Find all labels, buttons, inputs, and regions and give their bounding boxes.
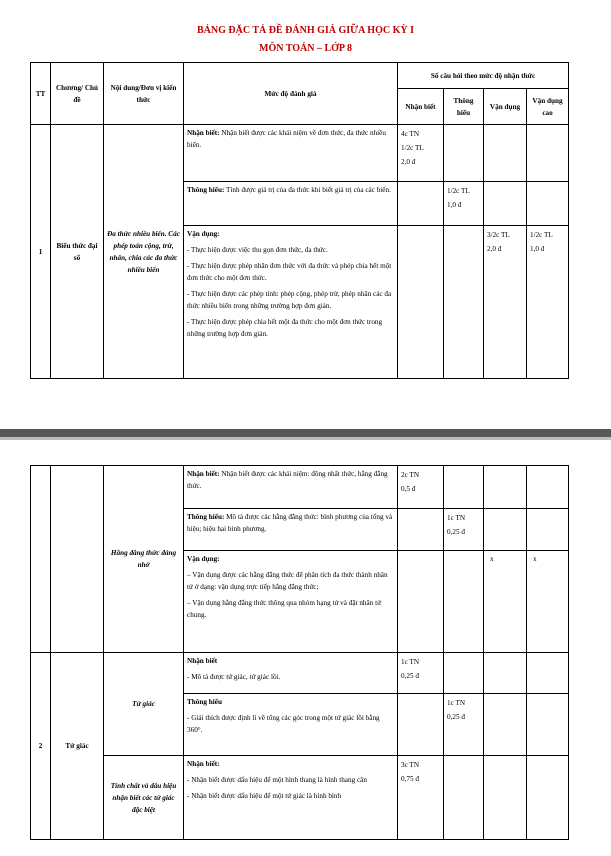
level-text: Mô tả được các hằng đẳng thức: bình phương của tổng và hiệu; hiệu hai bình phương. xyxy=(187,513,393,533)
header-content: Nội dung/Đơn vị kiến thức xyxy=(104,63,184,125)
count-vd xyxy=(484,653,527,694)
count-vd xyxy=(484,125,527,182)
header-vdc: Vận dụng cao xyxy=(527,89,569,125)
count-vdc xyxy=(527,226,569,379)
count-value: 1/2c TL xyxy=(530,231,553,239)
count-th xyxy=(444,509,484,551)
level-application xyxy=(184,226,398,379)
count-vdc xyxy=(527,694,569,756)
count-nb xyxy=(398,125,444,182)
level-text: Tính được giá trị của đa thức khi biết giá trị của các biến. xyxy=(224,186,391,194)
count-vd: x xyxy=(484,551,527,653)
page-break xyxy=(0,429,611,437)
level-item: - Thực hiện được các phép tính: phép cộng, phép trừ, phép nhân các đa thức nhiều biến trong những trường hợp đơn giản. xyxy=(187,290,392,310)
level-item: - Nhận biết được dấu hiệu để một hình thang là hình thang cân xyxy=(187,776,367,784)
header-chapter: Chương/ Chủ đề xyxy=(51,63,104,125)
level-item: - Mô tả được tứ giác, tứ giác lồi. xyxy=(187,673,281,681)
count-value: 3/2c TL xyxy=(487,231,510,239)
chapter-continued xyxy=(51,466,104,653)
level-label: Nhận biết: xyxy=(187,760,220,768)
count-nb xyxy=(398,226,444,379)
count-th xyxy=(444,182,484,226)
count-value: 1c TN xyxy=(447,699,466,707)
count-value: 0,25 đ xyxy=(447,528,465,536)
count-value: 1c TN xyxy=(401,658,420,666)
count-nb xyxy=(398,466,444,509)
level-item: – Vận dụng được các hằng đẳng thức để phân tích đa thức thành nhân tử ở dạng: vận dụng trực tiếp hằng đẳng thức; xyxy=(187,571,388,591)
chapter-name: Tứ giác xyxy=(51,653,104,840)
level-label: Vận dụng: xyxy=(187,230,220,238)
count-vdc xyxy=(527,756,569,840)
count-vdc: x xyxy=(527,551,569,653)
level-text: Nhận biết được các khái niệm về đơn thức, đa thức nhiều biến. xyxy=(187,129,386,149)
count-nb xyxy=(398,694,444,756)
level-item: - Thực hiện được phép chia hết một đa thức cho một đơn thức trong những trường hợp đơn giản. xyxy=(187,318,383,338)
chapter-name: Biểu thức đại số xyxy=(51,125,104,379)
header-vd: Vận dụng xyxy=(484,89,527,125)
level-understanding xyxy=(184,182,398,226)
count-nb xyxy=(398,509,444,551)
level-text: Nhận biết được các khái niệm: đồng nhất thức, hằng đẳng thức. xyxy=(187,470,388,490)
count-nb xyxy=(398,653,444,694)
count-value: 1/2c TL xyxy=(401,144,424,152)
count-th xyxy=(444,466,484,509)
row-number-continued xyxy=(31,466,51,653)
count-vd xyxy=(484,756,527,840)
count-vd xyxy=(484,226,527,379)
level-item: - Giải thích được định lí về tổng các góc trong một tứ giác lồi bằng 360°. xyxy=(187,714,380,734)
count-value: 2,0 đ xyxy=(401,158,416,166)
document-subtitle: MÔN TOÁN – LỚP 8 xyxy=(259,43,352,54)
count-th xyxy=(444,551,484,653)
level-recognition xyxy=(184,466,398,509)
content-unit: Hằng đẳng thức đáng nhớ xyxy=(104,466,184,653)
count-vdc xyxy=(527,125,569,182)
row-number: 1 xyxy=(31,125,51,379)
level-item: - Nhận biết được dấu hiệu để một tứ giác là hình bình xyxy=(187,792,342,800)
count-th xyxy=(444,653,484,694)
level-label: Nhận biết: xyxy=(187,470,220,478)
count-nb xyxy=(398,551,444,653)
level-item: – Vận dụng hằng đẳng thức thông qua nhóm hạng tử và đặt nhân tử chung. xyxy=(187,599,382,619)
level-label: Vận dụng: xyxy=(187,555,220,563)
level-label: Nhận biết: xyxy=(187,129,220,137)
level-recognition xyxy=(184,756,398,840)
count-nb xyxy=(398,756,444,840)
count-vdc xyxy=(527,182,569,226)
count-value: 0,25 đ xyxy=(447,713,465,721)
count-value: 0,25 đ xyxy=(401,672,419,680)
level-understanding xyxy=(184,694,398,756)
count-value: 2c TN xyxy=(401,471,420,479)
level-label: Thông hiểu: xyxy=(187,186,225,194)
count-value: 1c TN xyxy=(447,514,466,522)
count-value: 1,0 đ xyxy=(447,201,462,209)
count-value: 1/2c TL xyxy=(447,187,470,195)
count-value: 0,5 đ xyxy=(401,485,416,493)
header-tt: TT xyxy=(31,63,51,125)
count-vdc xyxy=(527,509,569,551)
count-nb xyxy=(398,182,444,226)
count-value: 4c TN xyxy=(401,130,420,138)
count-value: 2,0 đ xyxy=(487,245,502,253)
count-vdc xyxy=(527,653,569,694)
level-label: Thông hiểu xyxy=(187,698,222,706)
page-break-shadow xyxy=(0,437,611,440)
level-understanding xyxy=(184,509,398,551)
count-vd xyxy=(484,466,527,509)
count-value: 1,0 đ xyxy=(530,245,545,253)
header-level: Mức độ đánh giá xyxy=(184,63,398,125)
count-vd xyxy=(484,509,527,551)
level-item: - Thực hiện được phép nhân đơn thức với đa thức và phép chia hết một đơn thức cho một đơn thức. xyxy=(187,262,392,282)
content-unit: Tính chất và dấu hiệu nhận biết các tứ giác đặc biệt xyxy=(104,756,184,840)
level-recognition xyxy=(184,125,398,182)
level-item: - Thực hiện được việc thu gọn đơn thức, đa thức. xyxy=(187,246,328,254)
content-unit: Tứ giác xyxy=(104,653,184,756)
level-recognition xyxy=(184,653,398,694)
document-title: BẢNG ĐẶC TẢ ĐỀ ĐÁNH GIÁ GIỮA HỌC KỲ I xyxy=(197,25,414,36)
count-vd xyxy=(484,694,527,756)
count-th xyxy=(444,226,484,379)
row-number: 2 xyxy=(31,653,51,840)
level-label: Nhận biết xyxy=(187,657,218,665)
content-unit: Đa thức nhiều biến. Các phép toán cộng, trừ, nhân, chia các đa thức nhiều biến xyxy=(104,125,184,379)
count-vd xyxy=(484,182,527,226)
header-th: Thông hiểu xyxy=(444,89,484,125)
header-count-group: Số câu hỏi theo mức độ nhận thức xyxy=(398,63,569,89)
count-th xyxy=(444,694,484,756)
level-application xyxy=(184,551,398,653)
level-label: Thông hiểu: xyxy=(187,513,225,521)
header-nb: Nhận biết xyxy=(398,89,444,125)
count-th xyxy=(444,756,484,840)
spec-table-page2 xyxy=(30,465,569,840)
spec-table-page1 xyxy=(30,62,569,379)
count-vdc xyxy=(527,466,569,509)
count-value: 0,75 đ xyxy=(401,775,419,783)
count-value: 3c TN xyxy=(401,761,420,769)
count-th xyxy=(444,125,484,182)
